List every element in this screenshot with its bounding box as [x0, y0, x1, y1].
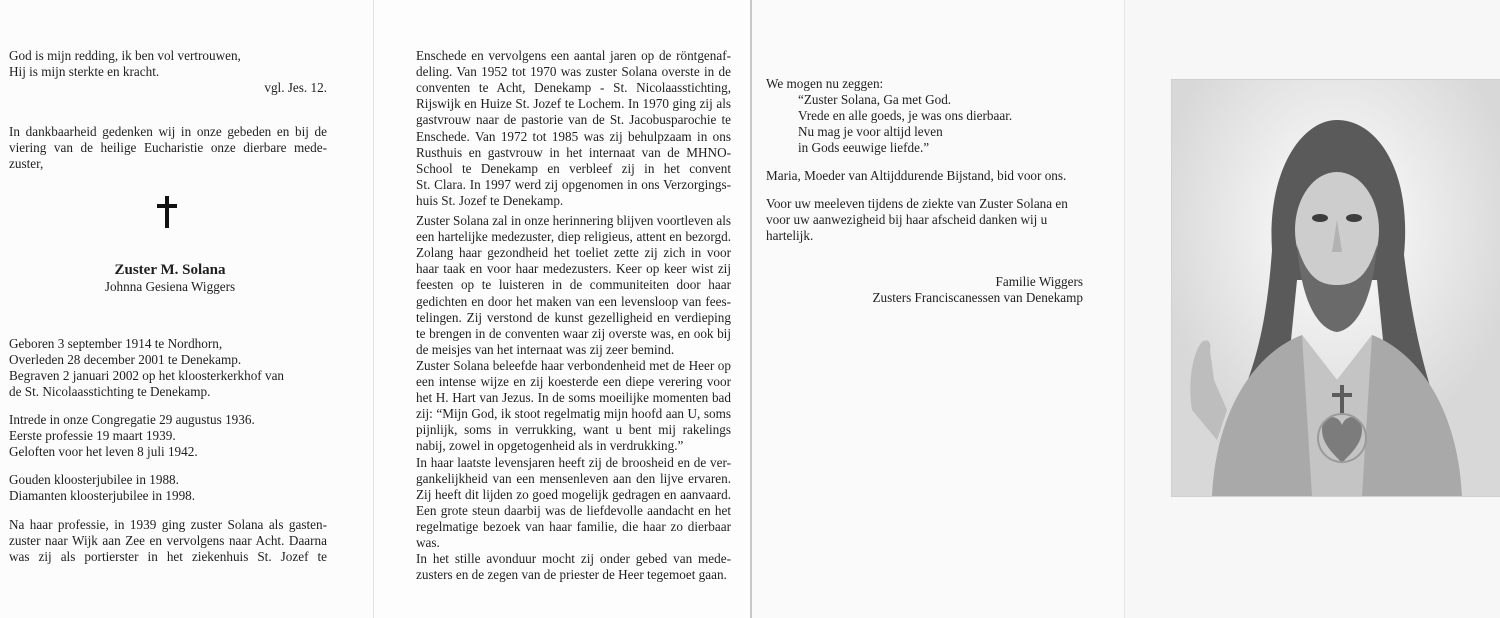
paragraph-line: zij: “Mijn God, ik stoot regelmatig mijn hoofd aan U, soms: [416, 406, 731, 422]
cross-icon: [155, 196, 179, 228]
vow-line: Eerste professie 19 maart 1939.: [9, 428, 176, 443]
paragraph-line: Rusthuis en gastvrouw in het internaat van de MHNO-: [416, 144, 731, 160]
deceased-name: Zuster M. Solana: [114, 262, 226, 278]
birth-name: Johnna Gesiena Wiggers: [104, 279, 236, 294]
prayer-line: Maria, Moeder van Altijddurende Bijstand, bid voor ons.: [766, 168, 1067, 183]
paragraph-line: gedichten en door het maken van een levensloop van fees-: [416, 293, 731, 309]
paragraph-line: gastvrouw naar de pastorie van de St. Jacobusparochie te: [416, 112, 731, 128]
paragraph-line: deling. Van 1952 tot 1970 was zuster Solana overste in de: [416, 64, 731, 80]
signature-family: Familie Wiggers: [995, 274, 1083, 289]
paragraph-line: Een grote steun daarbij was de liefdevolle aandacht en het: [416, 502, 731, 518]
sacred-heart-portrait: [1171, 79, 1500, 497]
paragraph-line: School te Denekamp en verbleef zij in het convent: [416, 160, 731, 176]
paragraph-line: telingen. Zij verstond de kunst gezelligheid en verdieping: [416, 309, 731, 325]
jubilee-line: Diamanten kloosterjubilee in 1998.: [9, 488, 196, 503]
paragraph-line: conventen te Acht, Denekamp - St. Nicolaasstichting,: [416, 80, 731, 96]
paragraph-line: Zuster Solana zal in onze herinnering blijven voortleven als: [416, 213, 731, 228]
paragraph-line: zusters en de zegen van de priester de Heer tegemoet gaan.: [416, 567, 727, 583]
paragraph-line: huis St. Jozef te Denekamp.: [416, 192, 564, 208]
paragraph-line: was.: [416, 535, 440, 550]
motto-line: God is mijn redding, ik ben vol vertrouwen,: [9, 48, 241, 63]
card-page-middle: [373, 0, 751, 618]
paragraph-line: Zij heeft dit lijden zo goed mogelijk gedragen en aanvaard.: [416, 486, 731, 502]
thanks-line: Voor uw meeleven tijdens de ziekte van Zuster Solana en: [766, 196, 1068, 211]
paragraph-line: Enschede en vervolgens een aantal jaren op de röntgenaf-: [416, 48, 731, 63]
card-page-right: [752, 0, 1124, 618]
paragraph-line: feesten op te luisteren in de communiteiten door haar: [416, 277, 731, 293]
farewell-line: Nu mag je voor altijd leven: [798, 124, 943, 139]
card-page-portrait: [1124, 0, 1500, 618]
paragraph-line: de meisjes van het internaat was zij zeer bemind.: [416, 341, 675, 357]
paragraph-line: te brengen in de conventen waar zij overste was, en ook bij: [416, 325, 731, 341]
paragraph-line: gankelijkheid van een mensenleven aan den lijve ervaren.: [416, 470, 731, 486]
jubilee-line: Gouden kloosterjubilee in 1988.: [9, 472, 179, 487]
paragraph-line: In haar laatste levensjaren heeft zij de broosheid en de ver-: [416, 454, 731, 470]
sacred-heart-illustration: [1172, 80, 1500, 496]
life-line: Begraven 2 januari 2002 op het kloosterkerkhof van: [9, 368, 285, 383]
paragraph-line: het H. Hart van Jezus. In de soms moeilijke momenten bad: [416, 390, 731, 406]
vow-line: Geloften voor het leven 8 juli 1942.: [9, 444, 198, 459]
thanks-line: hartelijk.: [766, 228, 814, 243]
vow-line: Intrede in onze Congregatie 29 augustus 1936.: [9, 412, 255, 427]
career-line: Na haar professie, in 1939 ging zuster Solana als gasten-: [9, 517, 327, 532]
intro-line: zuster,: [9, 156, 44, 171]
card-page-left: [0, 0, 373, 618]
life-line: Overleden 28 december 2001 te Denekamp.: [9, 352, 242, 367]
career-line: zuster naar Wijk aan Zee en vervolgens naar Acht. Daarna: [9, 533, 327, 548]
signature-sisters: Zusters Franciscanessen van Denekamp: [872, 290, 1083, 305]
intro-line: In dankbaarheid gedenken wij in onze gebeden en bij de: [9, 124, 327, 139]
paragraph-line: nabij, zowel in opgetogenheid als in verdrukking.”: [416, 438, 684, 454]
motto-line: Hij is mijn sterkte en kracht.: [9, 64, 160, 79]
paragraph-line: haar taak en voor haar medezusters. Keer op keer wist zij: [416, 261, 731, 277]
paragraph-line: Zuster Solana beleefde haar verbondenheid met de Heer op: [416, 357, 731, 373]
paragraph-line: regelmatige bezoek van haar familie, die haar zo dierbaar: [416, 518, 731, 534]
paragraph-line: Rijswijk en Huize St. Jozef te Lochem. In 1970 ging zij als: [416, 96, 731, 112]
paragraph-line: een intense wijze en zij koesterde een diepe verering voor: [416, 374, 731, 389]
farewell-line: in Gods eeuwige liefde.”: [798, 140, 930, 155]
paragraph-line: pijnlijk, soms in verrukking, want u bent mij rakelings: [416, 422, 731, 438]
motto-reference: vgl. Jes. 12.: [264, 80, 327, 95]
life-line: Geboren 3 september 1914 te Nordhorn,: [9, 336, 223, 351]
farewell-intro: We mogen nu zeggen:: [766, 76, 884, 91]
paragraph-line: een hartelijke medezuster, diep religieus, attent en bezorgd.: [416, 229, 731, 245]
paragraph-line: St. Clara. In 1997 werd zij opgenomen in ons Verzorgings-: [416, 176, 731, 192]
intro-line: viering van de heilige Eucharistie onze dierbare mede-: [9, 140, 327, 155]
paragraph-line: In het stille avonduur mocht zij onder gebed van mede-: [416, 551, 731, 567]
farewell-line: “Zuster Solana, Ga met God.: [798, 92, 952, 107]
career-line: was zij als portierster in het ziekenhuis St. Jozef te: [9, 549, 327, 564]
paragraph-line: Enschede. Van 1972 tot 1985 was zij behulpzaam in ons: [416, 128, 731, 144]
farewell-line: Vrede en alle goeds, je was ons dierbaar.: [798, 108, 1013, 123]
thanks-line: voor uw aanwezigheid bij haar afscheid danken wij u: [766, 212, 1048, 227]
paragraph-line: Zolang haar gezondheid het toeliet zette zij zich in voor: [416, 245, 731, 261]
life-line: de St. Nicolaasstichting te Denekamp.: [9, 384, 211, 399]
